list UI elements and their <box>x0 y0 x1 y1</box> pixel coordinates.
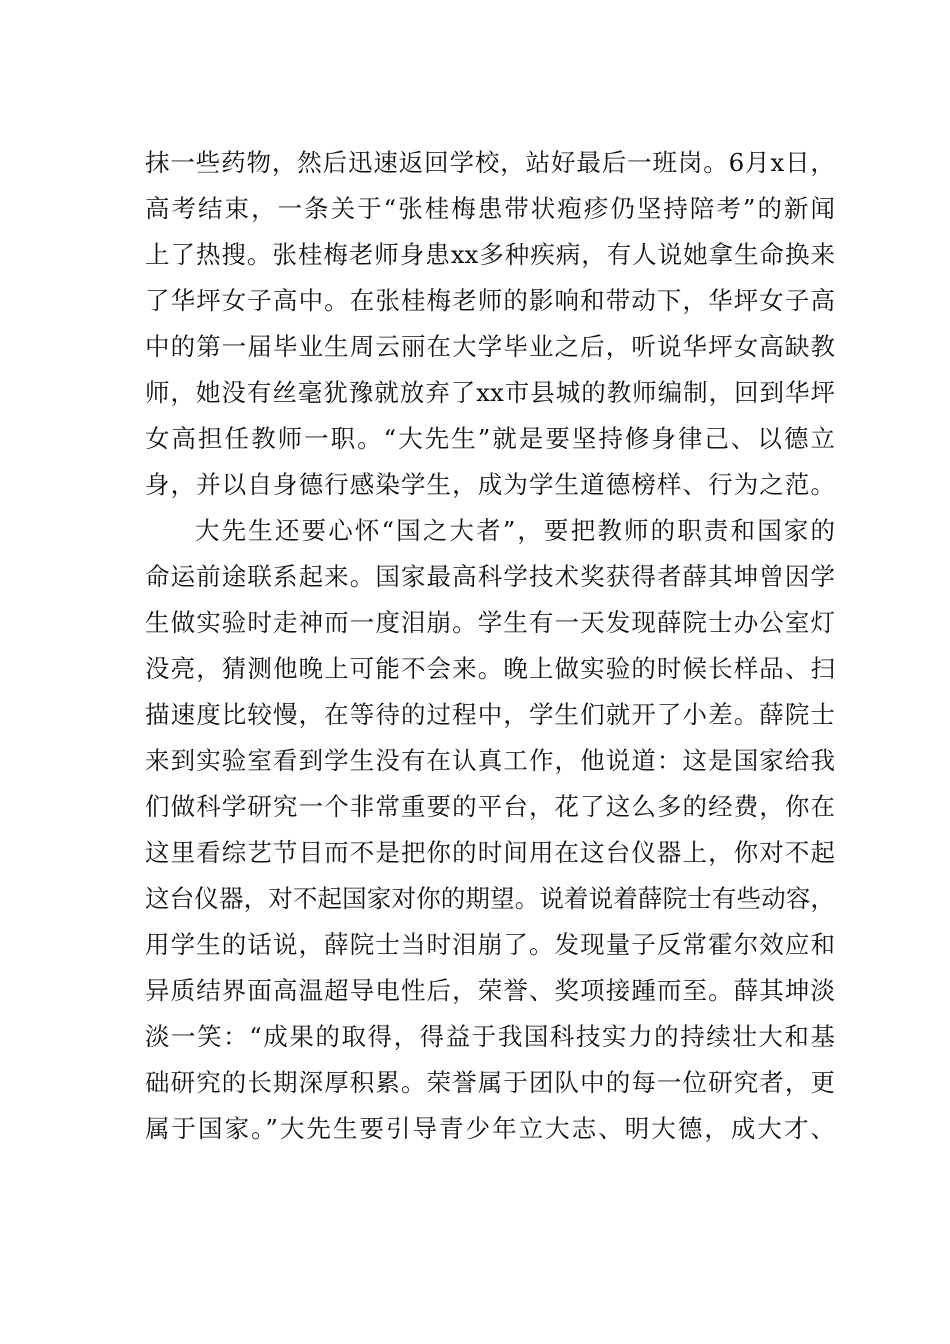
text-line: 异质结界面高温超导电性后，荣誉、奖项接踵而至。薛其坤淡 <box>145 976 835 1005</box>
text-line: 们做科学研究一个非常重要的平台，花了这么多的经费，你在 <box>145 792 835 821</box>
text-line: 抹一些药物，然后迅速返回学校，站好最后一班岗。6月x日， <box>145 148 835 177</box>
text-line-indented: 大先生还要心怀“国之大者”，要把教师的职责和国家的 <box>195 516 835 545</box>
paragraph-2 <box>145 508 835 1152</box>
text-line: 属于国家。”大先生要引导青少年立大志、明大德，成大才、 <box>145 1114 835 1143</box>
text-line: 来到实验室看到学生没有在认真工作，他说道：这是国家给我 <box>145 746 835 775</box>
text-line: 这里看综艺节目而不是把你的时间用在这台仪器上，你对不起 <box>145 838 835 867</box>
text-line: 高考结束，一条关于“张桂梅患带状疱疹仍坚持陪考”的新闻 <box>145 194 835 223</box>
text-line: 础研究的长期深厚积累。荣誉属于团队中的每一位研究者，更 <box>145 1068 835 1097</box>
paragraph-1 <box>145 140 835 508</box>
document-body <box>145 140 835 1152</box>
text-line: 女高担任教师一职。“大先生”就是要坚持修身律己、以德立 <box>145 424 835 453</box>
text-line: 这台仪器，对不起国家对你的期望。说着说着薛院士有些动容， <box>145 884 835 913</box>
text-line: 身，并以自身德行感染学生，成为学生道德榜样、行为之范。 <box>145 470 835 499</box>
text-line: 用学生的话说，薛院士当时泪崩了。发现量子反常霍尔效应和 <box>145 930 835 959</box>
text-line: 了华坪女子高中。在张桂梅老师的影响和带动下，华坪女子高 <box>145 286 835 315</box>
text-line: 命运前途联系起来。国家最高科学技术奖获得者薛其坤曾因学 <box>145 562 835 591</box>
text-line: 师，她没有丝毫犹豫就放弃了xx市县城的教师编制，回到华坪 <box>145 378 835 407</box>
text-line: 没亮，猜测他晚上可能不会来。晚上做实验的时候长样品、扫 <box>145 654 835 683</box>
text-line: 上了热搜。张桂梅老师身患xx多种疾病，有人说她拿生命换来 <box>145 240 835 269</box>
text-line: 描速度比较慢，在等待的过程中，学生们就开了小差。薛院士 <box>145 700 835 729</box>
text-line: 中的第一届毕业生周云丽在大学毕业之后，听说华坪女高缺教 <box>145 332 835 361</box>
text-line: 淡一笑：“成果的取得，得益于我国科技实力的持续壮大和基 <box>145 1022 835 1051</box>
text-line: 生做实验时走神而一度泪崩。学生有一天发现薛院士办公室灯 <box>145 608 835 637</box>
